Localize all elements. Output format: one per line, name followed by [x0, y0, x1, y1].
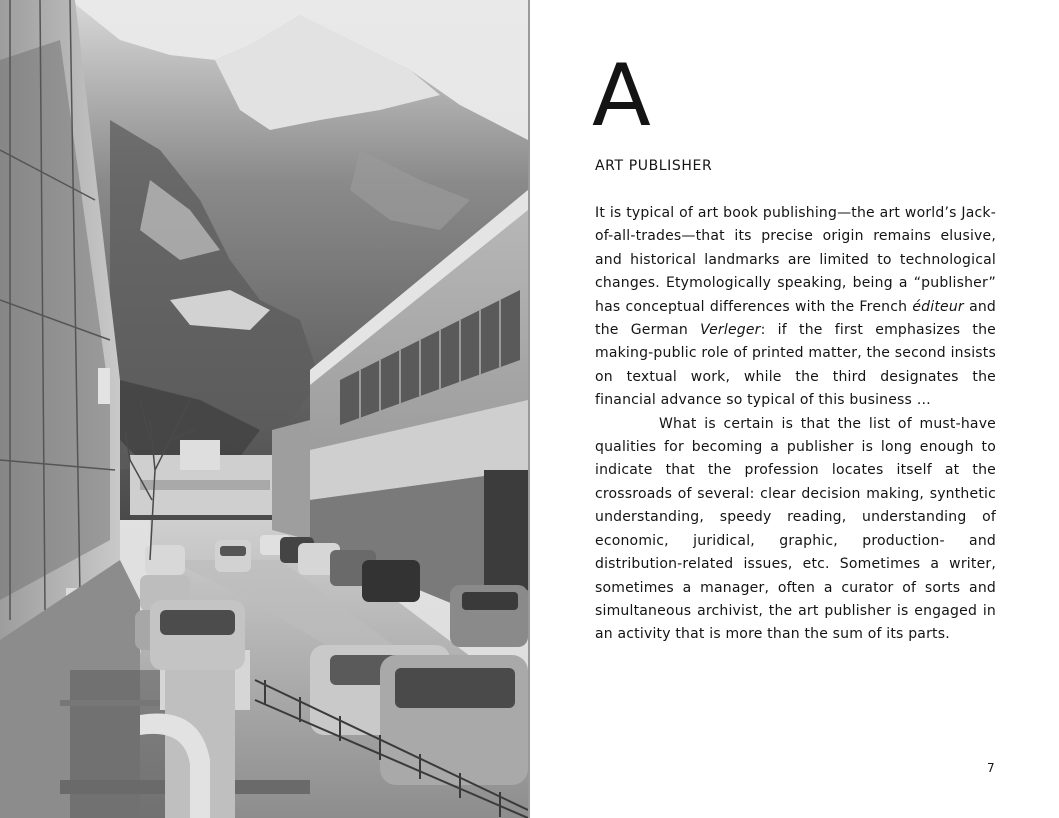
- page-number: 7: [987, 761, 995, 775]
- entry-body: [595, 202, 996, 647]
- section-letter: A: [592, 46, 651, 146]
- street-photograph: [0, 0, 528, 818]
- italic-term-editeur: éditeur: [912, 298, 964, 315]
- italic-term-verleger: Verleger: [700, 322, 761, 339]
- text-page: [530, 0, 1059, 818]
- entry-title: ART PUBLISHER: [595, 158, 713, 174]
- paragraph-2: What is certain is that the list of must-have qualities for becoming a publisher is long enough to indicate that the profession locates itself at the crossroads of several: clear decision making, synthetic understanding, speedy reading, understanding of economic, juridical, graphic, production- and distribution-related issues, etc. Sometimes a writer, sometimes a manager, often a curator of sorts and simultaneous archivist, the art publisher is engaged in an activity that is more than the sum of its parts.: [595, 415, 996, 643]
- paragraph-1: It is typical of art book publishing—the art world’s Jack-of-all-trades—that its precise origin remains elusive, and historical landmarks are limited to technological changes. Etymologically speaking, being a “publisher” has conceptual differences with the French éditeur and the German Verleger: if the first emphasizes the making-public role of printed matter, the second insists on textual work, while the third designates the financial advance so typical of this business …: [595, 205, 997, 409]
